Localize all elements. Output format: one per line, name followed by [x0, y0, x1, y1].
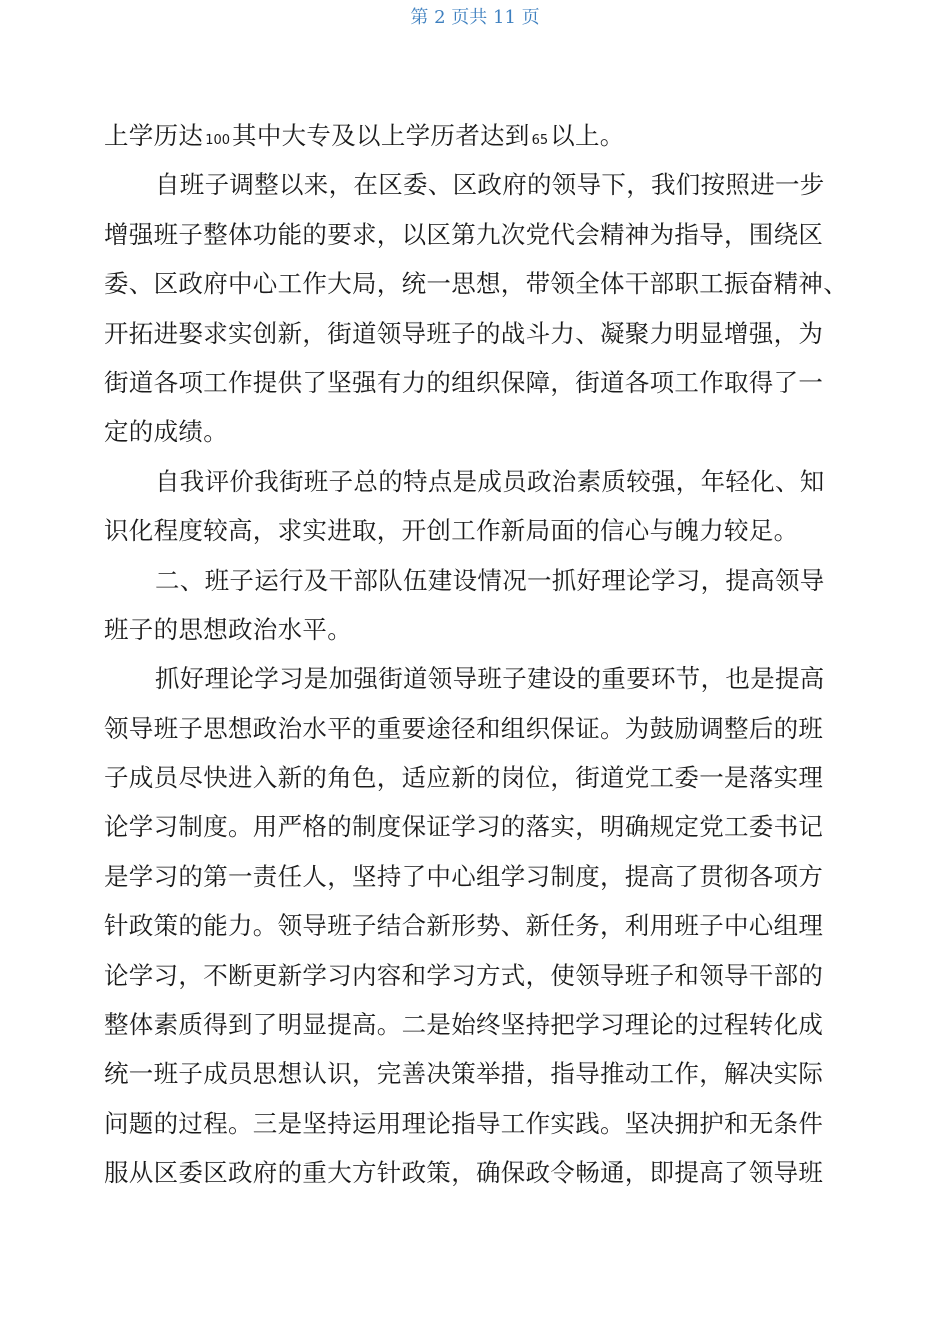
text-line — [104, 802, 844, 851]
text-line — [104, 1099, 844, 1148]
text-line — [104, 753, 844, 802]
text-segment: 委、区政府中心工作大局，统一思想，带领全体干部职工振奋精神、 — [104, 269, 848, 299]
document-body — [104, 111, 848, 1198]
text-segment: 增强班子整体功能的要求，以区第九次党代会精神为指导，围绕区 — [104, 219, 824, 249]
text-line — [104, 1148, 844, 1197]
text-line — [104, 951, 844, 1000]
text-line — [104, 852, 844, 901]
text-segment: 问题的过程。三是坚持运用理论指导工作实践。坚决拥护和无条件 — [104, 1108, 824, 1138]
text-line — [104, 605, 844, 654]
text-line — [104, 111, 844, 160]
text-line — [104, 1000, 844, 1049]
text-segment: 服从区委区政府的重大方针政策，确保政令畅通，即提高了领导班 — [104, 1158, 824, 1188]
text-segment: 定的成绩。 — [104, 417, 228, 447]
page-indicator: 第 2 页共 11 页 — [410, 7, 540, 28]
text-segment: 班子的思想政治水平。 — [104, 614, 352, 644]
text-line — [104, 506, 844, 555]
text-line — [104, 358, 844, 407]
text-segment: 整体素质得到了明显提高。二是始终坚持把学习理论的过程转化成 — [104, 1010, 824, 1040]
text-segment: 论学习制度。用严格的制度保证学习的落实，明确规定党工委书记 — [104, 812, 824, 842]
text-segment: 上学历达 — [104, 121, 204, 150]
text-segment: 开拓进娶求实创新，街道领导班子的战斗力、凝聚力明显增强，为 — [104, 318, 824, 348]
text-line — [104, 160, 844, 209]
text-segment: 识化程度较高，求实进取，开创工作新局面的信心与魄力较足。 — [104, 516, 799, 546]
text-line — [104, 901, 844, 950]
text-line — [104, 210, 844, 259]
text-segment: 针政策的能力。领导班子结合新形势、新任务，利用班子中心组理 — [104, 911, 824, 941]
text-segment: 街道各项工作提供了坚强有力的组织保障，街道各项工作取得了一 — [104, 367, 824, 397]
text-line — [104, 556, 844, 605]
text-line — [104, 309, 844, 358]
inline-number: 100 — [205, 133, 231, 148]
inline-number: 65 — [531, 133, 549, 148]
text-segment: 领导班子思想政治水平的重要途径和组织保证。为鼓励调整后的班 — [104, 713, 824, 743]
text-segment: 论学习，不断更新学习内容和学习方式，使领导班子和领导干部的 — [104, 960, 824, 990]
text-segment: 统一班子成员思想认识，完善决策举措，指导推动工作，解决实际 — [104, 1059, 824, 1089]
text-line — [104, 654, 844, 703]
text-line — [104, 704, 844, 753]
text-line — [104, 457, 844, 506]
text-segment: 二、班子运行及干部队伍建设情况一抓好理论学习，提高领导 — [155, 565, 825, 595]
text-line — [104, 1049, 844, 1098]
text-line — [104, 259, 848, 308]
text-segment: 以上。 — [550, 121, 625, 150]
text-segment: 其中大专及以上学历者达到 — [232, 121, 530, 150]
text-segment: 是学习的第一责任人，坚持了中心组学习制度，提高了贯彻各项方 — [104, 861, 824, 891]
text-segment: 子成员尽快进入新的角色，适应新的岗位，街道党工委一是落实理 — [104, 763, 824, 793]
text-segment: 自我评价我街班子总的特点是成员政治素质较强，年轻化、知 — [155, 466, 825, 496]
text-line — [104, 407, 844, 456]
text-segment: 自班子调整以来，在区委、区政府的领导下，我们按照进一步 — [155, 170, 825, 200]
text-segment: 抓好理论学习是加强街道领导班子建设的重要环节，也是提高 — [155, 664, 825, 694]
